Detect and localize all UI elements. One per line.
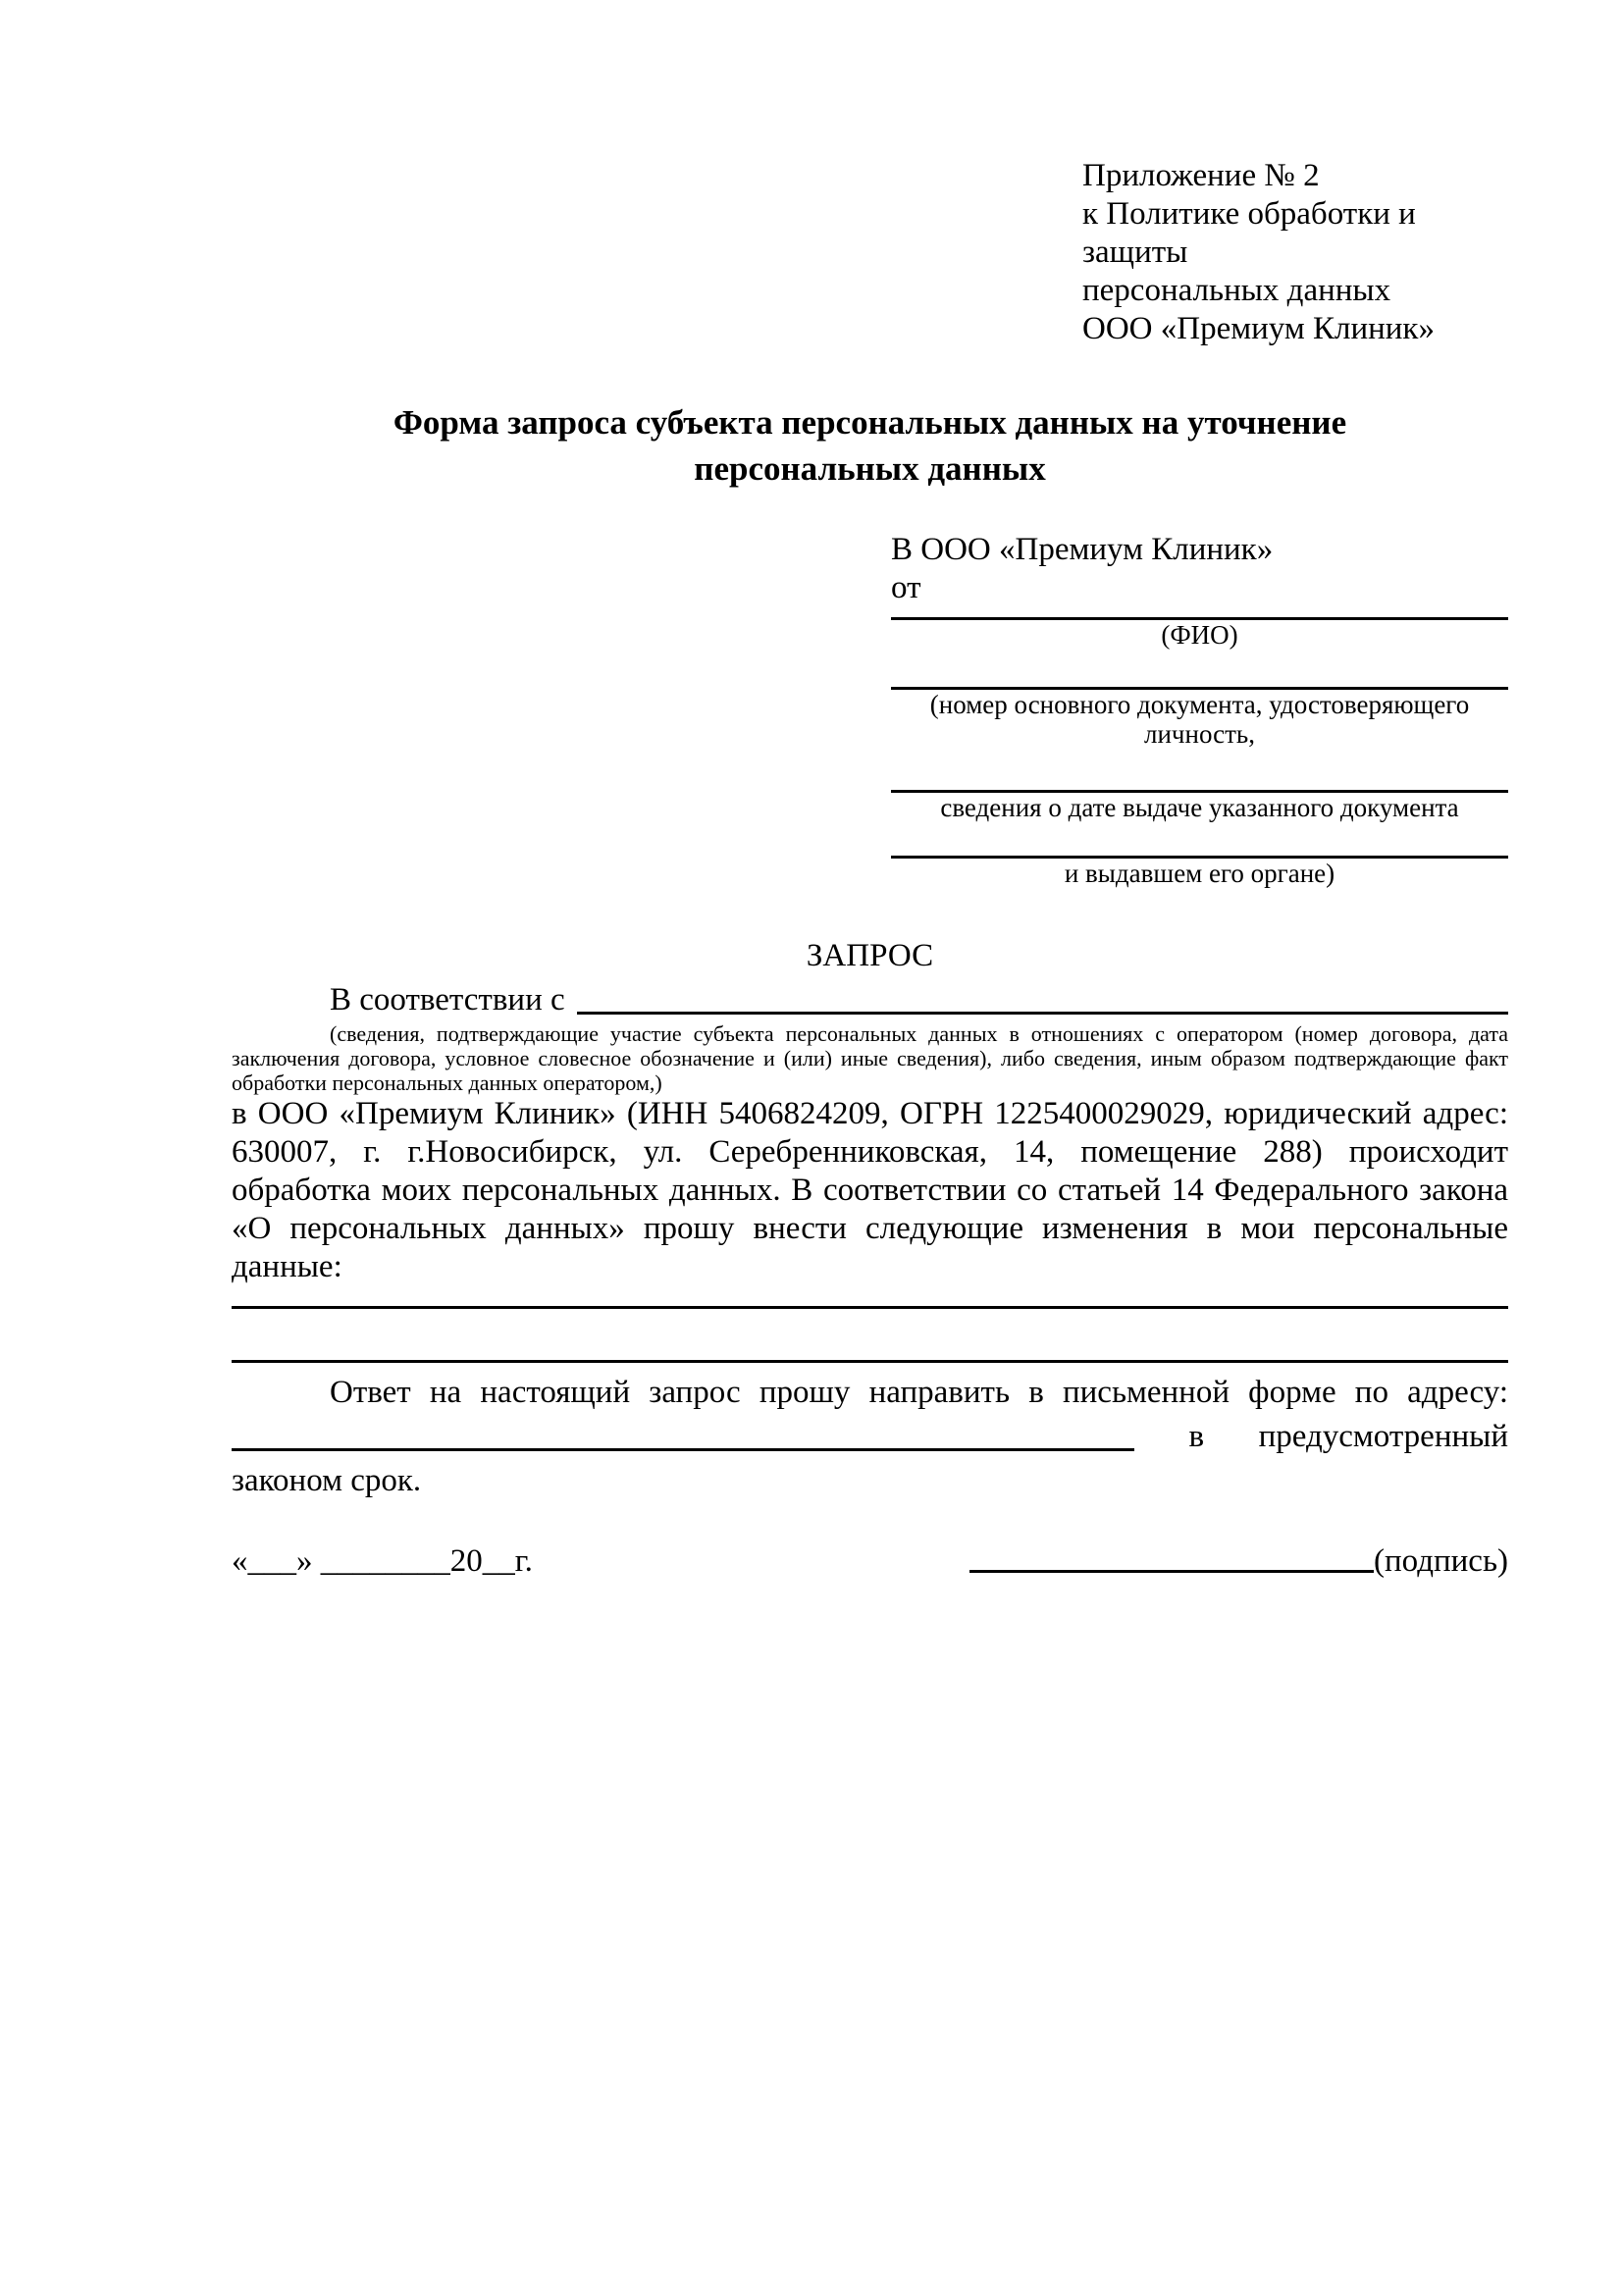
accordance-line [232, 981, 1508, 1019]
footnote-line-2: заключения договора, условное словесное обозначение и (или) иные сведения), либо сведения, иным образом подтверждающие факт [232, 1046, 1508, 1070]
appendix-line-3: персональных данных [1082, 273, 1391, 308]
request-heading: ЗАПРОС [806, 938, 934, 973]
footnote-line-1: (сведения, подтверждающие участие субъекта персональных данных в отношениях с оператором (номер договора, дата [330, 1021, 1508, 1046]
issue-date-blank-line [891, 749, 1508, 793]
body-line-1: в ООО «Премиум Клиник» (ИНН 5406824209, ОГРН 1225400029029, юридический адрес: [232, 1096, 1508, 1131]
appendix-line-2: к Политике обработки и защиты [1082, 196, 1416, 270]
footnote-line-3: обработки персональных данных оператором,) [232, 1070, 662, 1095]
accordance-blank-line [577, 981, 1508, 1015]
signature-area [969, 1542, 1508, 1581]
issuer-blank-line [891, 822, 1508, 859]
addressee-to: В ООО «Премиум Клиник» [891, 532, 1274, 567]
issue-date-caption: сведения о дате выдаче указанного документа [940, 793, 1459, 822]
fio-blank-line [891, 607, 1508, 620]
reply-line-1: Ответ на настоящий запрос прошу направить в письменной форме по адресу: [330, 1375, 1508, 1410]
reply-word-in: в [1188, 1419, 1205, 1454]
document-title [232, 399, 1508, 492]
appendix-line-4: ООО «Премиум Клиник» [1082, 311, 1435, 346]
appendix-block [1082, 157, 1508, 348]
issuer-caption: и выдавшем его органе) [1064, 859, 1335, 888]
footnote-block [232, 1021, 1508, 1095]
changes-blank-line-2 [232, 1309, 1508, 1363]
accordance-label: В соответствии с [330, 982, 565, 1018]
reply-line-2 [232, 1415, 1508, 1459]
body-line-2: 630007, г. г.Новосибирск, ул. Серебренниковская, 14, помещение 288) происходит [232, 1134, 1508, 1170]
doc-number-blank-line [891, 650, 1508, 690]
appendix-line-1: Приложение № 2 [1082, 158, 1320, 193]
reply-word-stipulated: предусмотренный [1258, 1419, 1508, 1454]
body-line-5: данные: [232, 1249, 342, 1284]
body-line-3: обработка моих персональных данных. В соответствии со статьей 14 Федерального закона [232, 1173, 1508, 1208]
signature-caption: (подпись) [1374, 1543, 1508, 1579]
date-blank: «___» ________20__г. [232, 1543, 533, 1579]
doc-number-caption: (номер основного документа, удостоверяющего личность, [929, 690, 1470, 749]
request-body-paragraph [232, 1095, 1508, 1286]
signature-blank-line [969, 1570, 1374, 1573]
addressee-block [891, 531, 1508, 888]
reply-line-3: законом срок. [232, 1463, 422, 1498]
addressee-from-label: от [891, 570, 921, 605]
reply-paragraph [232, 1371, 1508, 1503]
document-title-line-2: персональных данных [694, 449, 1046, 488]
changes-blank-line-1 [232, 1286, 1508, 1309]
body-line-4: «О персональных данных» прошу внести следующие изменения в мои персональные [232, 1211, 1508, 1246]
document-title-line-1: Форма запроса субъекта персональных данных на уточнение [393, 403, 1347, 442]
date-signature-row [232, 1542, 1508, 1581]
fio-caption: (ФИО) [1161, 620, 1238, 650]
reply-address-blank-line [232, 1448, 1134, 1451]
